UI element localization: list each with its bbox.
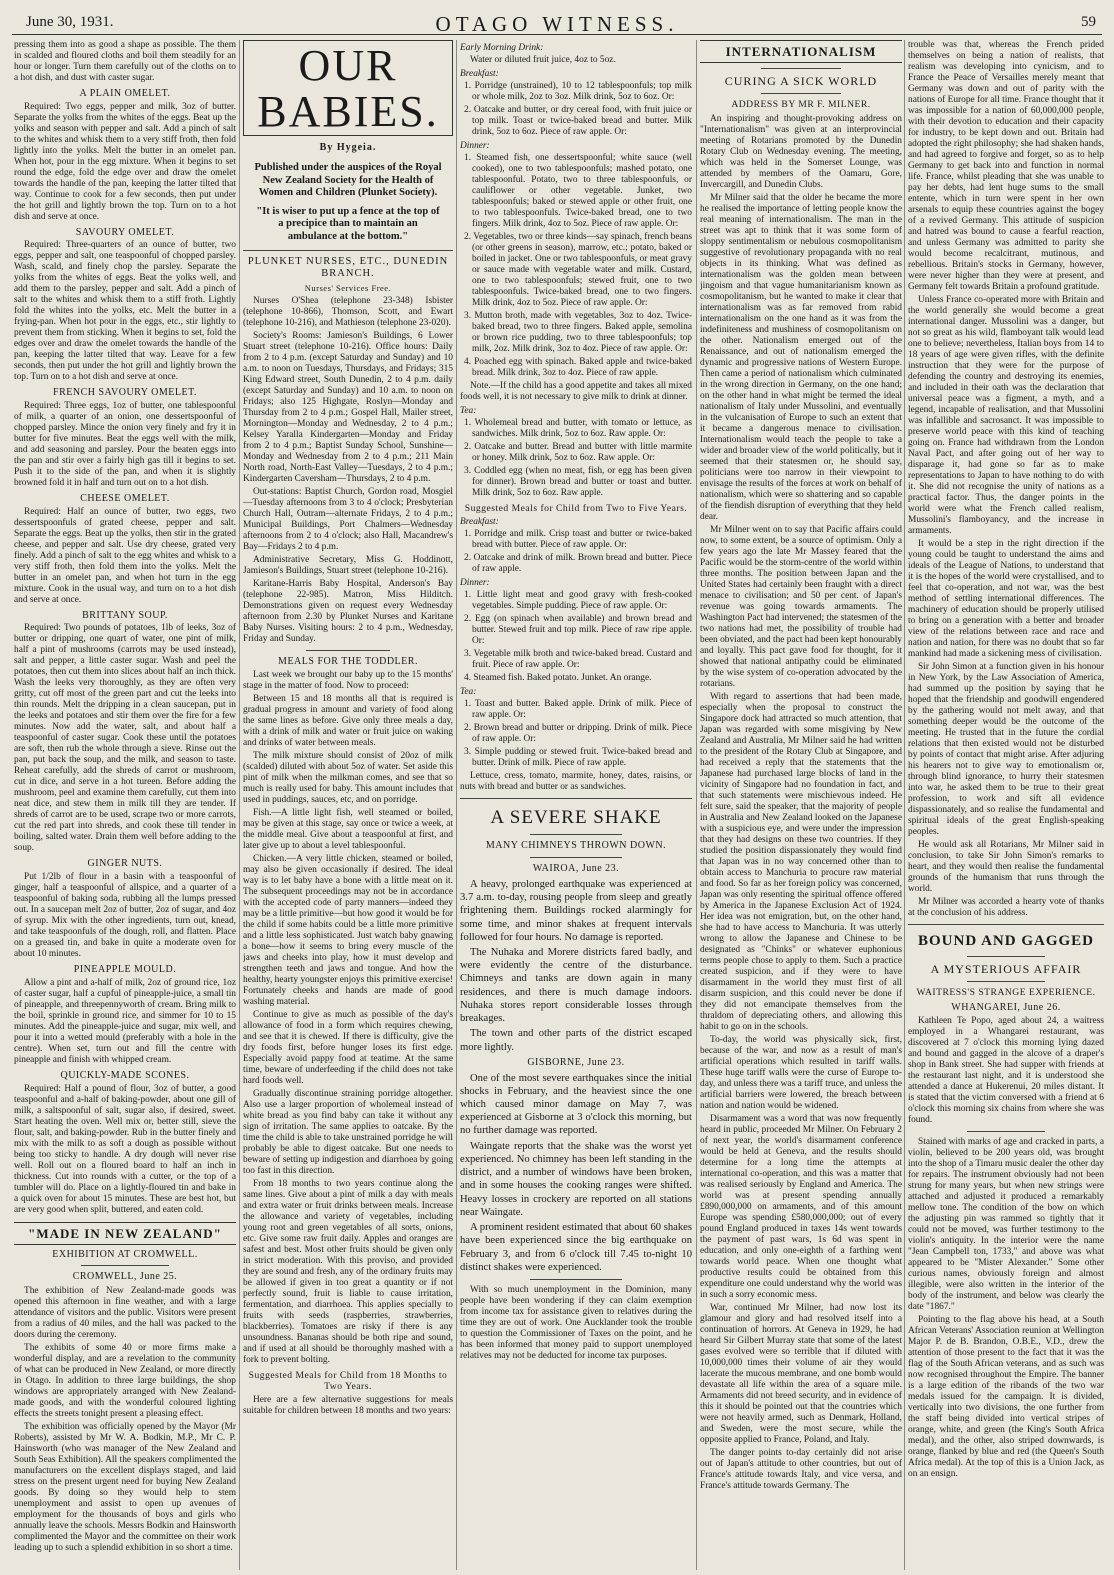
heading-made-in-nz: "MADE IN NEW ZEALAND" <box>14 1222 236 1245</box>
divider <box>530 1279 623 1280</box>
heading-plain-omelet: A PLAIN OMELET. <box>79 88 171 99</box>
dateline-wairoa: WAIROA, June 23. <box>532 863 620 875</box>
heading-meals-toddler: MEALS FOR THE TODDLER. <box>278 656 418 668</box>
meal-item: 3. Coddled egg (when no meat, fish, or egg has been given for dinner). Brown bread and butter or toast and butter. Milk drink, 5oz to 6oz. Raw apple. <box>464 466 692 498</box>
divider <box>908 924 1104 925</box>
admin-secretary: Administrative Secretary, Miss G. Hoddinott, Jamieson's Buildings, Stuart street (telephone 10-216). <box>243 555 453 577</box>
article-paragraph: The milk mixture should consist of 20oz of milk (scalded) diluted with about 5oz of water. Set aside this pint of milk when the milkman comes, and see that so much is really used for baby. This amount includes that used in puddings, sauces, etc, and on porridge. <box>243 750 453 805</box>
heading-suggested-meals-2-5: Suggested Meals for Child from Two to Five Years. <box>464 503 688 514</box>
meal-item: 1. Little light meat and good gravy with fresh-cooked vegetables. Simple pudding. Piece of raw apple. Or: <box>464 590 692 612</box>
byline: By Hygeia. <box>319 142 377 154</box>
heading-severe-shake: A SEVERE SHAKE <box>490 807 662 829</box>
label-tea: Tea: <box>460 406 477 416</box>
subheading-nurses-free: Nurses' Services Free. <box>304 283 392 294</box>
heading-cheese-omelet: CHEESE OMELET. <box>80 493 170 505</box>
meal-item: 4. Poached egg with spinach. Baked apple and twice-baked bread. Milk drink, 3oz to 4oz. Piece of raw apple. <box>464 357 692 378</box>
article-paragraph: To-day, the world was physically sick, first, because of the war, and now as a result of man's artificial operations which resulted in tariff walls. These huge tariff walls were the curse of Europe to-day, and unless there was a tariff truce, and unless the artificial barriers were lowered, the breach between nation and nation would be widened. <box>700 1035 902 1112</box>
recipe-ginger-nuts: Put 1/2lb of flour in a basin with a teaspoonful of ginger, half a teaspoonful of allspice, and a quarter of a teaspoonful of baking soda, rubbing all the lumps pressed out. In a saucepan melt 2oz of butter, 2oz of sugar, and 4oz of syrup. Mix with the other ingredients, turn out, knead, and take teaspoonfuls of the dough, roll, and flatten. Place on a greased tin, and bake in quite a moderate oven for about 10 minutes. <box>14 872 236 960</box>
article-paragraph: The danger points to-day certainly did not arise out of Japan's attitude to other countries, but out of France's attitude towards Italy, and vice versa, and France's attitude towards Germany. The <box>700 1448 902 1492</box>
article-paragraph: Waingate reports that the shake was the worst yet experienced. No chimney has been left standing in the district, and a number of windows have been broken, and in some houses the cooking ranges were shifted. Heavy losses in crockery are reported on all stations near Waingate. <box>460 1140 692 1218</box>
divider <box>967 981 1045 982</box>
label-tea: Tea: <box>460 687 477 698</box>
heading-internationalism: INTERNATIONALISM <box>700 40 902 63</box>
meal-item: 2. Brown bread and butter or dripping. Drink of milk. Piece of raw apple. Or: <box>464 723 692 745</box>
divider <box>243 250 453 251</box>
article-paragraph: It would be a step in the right direction if the young could be taught to understand the aims and ideals of the League of Nations, to understand that it is the hopes of the world were crystallised, and to feel that co-operation, and not war, was the best method of settling international differences. The machinery of education should be properly utilised to bring on a generation with a better and broader view of the relations between race and race and nation and nation, for there was no doubt that so far mankind had made a sickening mess of civilisation. <box>908 539 1104 659</box>
label-early-morning: Early Morning Drink: <box>460 43 544 53</box>
meal-item: 2. Egg (on spinach when available) and brown bread and butter. Stewed fruit and top milk. Piece of raw ripe apple. Or: <box>464 614 692 647</box>
column-continued <box>908 40 1104 1570</box>
subheading-address: ADDRESS BY MR F. MILNER. <box>731 99 871 111</box>
label-breakfast: Breakfast: <box>460 69 499 79</box>
dateline-whangarei: WHANGAREI, June 26. <box>951 1001 1061 1013</box>
article-paragraph: Between 15 and 18 months all that is required is gradual progress in amount and variety of food along the same lines as before. Give only three meals a day, with a drink of milk and water or fruit juice on waking and drinks of water between meals. <box>243 693 453 748</box>
recipe-plain-omelet: Required: Two eggs, pepper and milk, 3oz of butter. Separate the yolks from the whites of the eggs. Beat up the yolks and season with pepper and salt. Add a pinch of salt to the whites and whisk them to a very stiff froth, then fold lightly into the yolks. Melt the butter in an omelet pan. When hot, pour in the egg mixture. When it begins to set round the edge, fold the edge over and draw the omelet towards the handle of the pan, keeping the latter tilted that way. Continue to cook for a few seconds, then put under the hot grill and lightly brown the top. Turn on to a hot dish and serve at once. <box>14 101 236 222</box>
heading-our-babies: OUR BABIES. <box>243 40 453 136</box>
column-meal-plans <box>460 40 692 1570</box>
meal-item: 1. Porridge (unstrained), 10 to 12 tablespoonfuls; top milk or whole milk, 2oz to 3oz. Milk drink, 5oz to 6oz. Or: <box>464 81 692 102</box>
column-recipes <box>14 40 236 1570</box>
label-breakfast: Breakfast: <box>460 517 499 528</box>
article-paragraph: A prominent resident estimated that about 60 shakes have been experienced since the big earthquake on February 3, and from 6 o'clock till 7.45 to-night 10 distinct shakes were experienced. <box>460 1222 692 1273</box>
divider <box>967 956 1045 957</box>
article-paragraph: Gradually discontinue straining porridge altogether. Also use a larger proportion of wholemeal instead of white bread as you find baby can take it without any sign of irritation. The same applies to oatcake. By the time the child is able to take unstrained porridge he will probably be able to digest oatcake. But one needs to beware of setting up indigestion and diarrhoea by going too fast in this direction. <box>243 1088 453 1176</box>
subheading-sick-world: CURING A SICK WORLD <box>724 74 878 89</box>
meal-item: 1. Wholemeal bread and butter, with tomato or lettuce, as sandwiches. Milk drink, 5oz to 6oz. Raw apple. Or: <box>464 418 692 439</box>
article-paragraph: Mr Milner was accorded a hearty vote of thanks at the conclusion of his address. <box>908 897 1104 918</box>
meal-item: 1. Steamed fish, one dessertspoonful; white sauce (well cooked), one to two tablespoonfuls; mashed potato, one tablespoonful. Potato, two to three tablespoonfuls, or cauliflower or other vegetable. Junket, two tablespoonfuls; baked or stewed apple or other fruit, one to two tablespoonfuls. Twice-baked bread, one to two fingers. Milk drink, 4oz to 5oz. Piece of raw apple. Or: <box>464 153 692 229</box>
article-paragraph: With so much unemployment in the Dominion, many people have been wondering if they can claim exemption from income tax for assistance given to relatives during the time they are out of work. One Aucklander took the trouble to question the Commissioner of Taxes on the point, and he has been informed that money paid to support unemployed relatives may not be deducted for income tax purposes. <box>460 1285 692 1362</box>
article-paragraph: trouble was that, whereas the French prided themselves on being a nation of realists, that realism was developing into cynicism, and to France the Peace of Versailles merely meant that Germany was down and out of parity with the nations of Europe for all time. France thought that it was impossible for a nation of 60,000,000 people, with their devotion to education and their capacity for industry, to be kept down and out. Britain had adopted the right philosophy; she had shaken hands, and had agreed to forgive and forget, so as to help Germany to get back into and function in normal life. France, whilst pleading that she was unable to pay her debts, had lent huge sums to the small entente, which in turn were spent in her own arsenals to equip these countries against the bogey of a revived Germany. This attitude of suspicion and hatred was bound to cause a fearful reaction, and unless Germany was admitted to parity she would become recalcitrant, mutinous, and rebellious. Britain's stocks in Germany, however, were never higher than they were at present, and Germany felt towards Britain a profound gratitude. <box>908 40 1104 292</box>
column-our-babies <box>243 40 453 1570</box>
recipe-pineapple-mould: Allow a pint and a-half of milk, 2oz of ground rice, 1oz of caster sugar, half a cupful of pineapple-juice, a small tin of pineapple, and threepennyworth of cream. Bring milk to the boil, sprinkle in ground rice, and simmer for 10 to 15 minutes. Add the pineapple-juice and sugar, mix well, and pour it into a wetted mould (preferably with a hole in the centre). When set, turn out and fill the centre with pineapple and finish with whipped cream. <box>14 977 236 1065</box>
heading-french-omelet: FRENCH SAVOURY OMELET. <box>53 387 197 399</box>
meal-item: 1. Porridge and milk. Crisp toast and butter or twice-baked bread with butter. Piece of raw apple. Or: <box>464 529 692 551</box>
meal-early-morning: Water or diluted fruit juice, 4oz to 5oz. <box>470 55 616 65</box>
meal-item: 3. Simple pudding or stewed fruit. Twice-baked bread and butter. Drink of milk. Piece of raw apple. <box>464 747 692 769</box>
divider <box>761 68 842 69</box>
recipe-scones: Required: Half a pound of flour, 3oz of butter, a good teaspoonful and a-half of baking-powder, about one gill of milk, a saltspoonful of salt, sugar also, if desired, sweet. Start heating the oven. Well mix or, better still, sieve the flour, salt, and baking-powder. Rub in the butter finely and mix with the milk to as soft a dough as possible without being too sticky to handle. A dry dough will never rise well. Roll out on a floured board to half an inch in thickness. Cut into rounds with a cutter, or the top of a tumbler will do. Place on a lightly-floured tin and bake in a quick oven for about 15 minutes. These are best hot, but are very good when split, buttered, and eaten cold. <box>14 1083 236 1215</box>
heading-brittany-soup: BRITTANY SOUP. <box>82 609 168 621</box>
meal-item: 1. Toast and butter. Baked apple. Drink of milk. Piece of raw apple. Or: <box>464 699 692 721</box>
divider <box>530 857 623 858</box>
article-paragraph: A heavy, prolonged earthquake was experienced at 3.7 a.m. to-day, rousing people from sleep and greatly frightening them. Buildings rocked alarmingly for some time, and minor shakes at frequent intervals followed for four hours. No damage is reported. <box>460 878 692 943</box>
meal-item: 3. Vegetable milk broth and twice-baked bread. Custard and fruit. Piece of raw apple. Or: <box>464 649 692 671</box>
subheading-mysterious-affair: A MYSTERIOUS AFFAIR <box>930 961 1082 976</box>
divider <box>761 93 842 94</box>
heading-plunket-nurses: PLUNKET NURSES, ETC., DUNEDIN BRANCH. <box>247 255 449 279</box>
dateline-cromwell: CROMWELL, June 25. <box>72 1271 178 1283</box>
article-paragraph: The exhibits of some 40 or more firms make a wonderful display, and are a revelation to the community of what can be produced in New Zealand, or more directly in Otago. In addition to three large buildings, the shop windows are appropriately arranged with New Zealand-made goods, and with the wonderful coloured lighting effects the streets tonight present a pleasing effect. <box>14 1343 236 1420</box>
article-paragraph: Kathleen Te Popo, aged about 24, a waitress employed in a Whangarei restaurant, was discovered at 7 o'clock this morning lying dazed and bound and gagged in the alcove of a draper's shop in Bank street. She had supper with friends at the restaurant last night, and it is understood she attended a dance at Hukerenui, 20 miles distant. It is stated that the victim conversed with a friend at 6 o'clock this morning six chains from where she was found. <box>908 1016 1104 1126</box>
recipe-brittany-soup: Required: Two pounds of potatoes, 1lb of leeks, 3oz of butter or dripping, one quart of water, one pint of milk, half a pint of mushrooms (carrots may be used instead), salt and pepper, a little caster sugar. Wash and peel the potatoes, then cut them into slices about half an inch thick. Wash the leeks very thoroughly, as they are often very gritty, cut off most of the green part and cut the leeks into thin rounds. Melt the dripping in a clean saucepan, put in the leeks and potatoes and stir them over the fire for a few minutes. Now add the water, salt, and about half a teaspoonful of caster sugar. Cook these until the potatoes are soft, then rub the whole through a sieve. Rinse out the pan, put back the soup, and the milk, and season to taste. Reheat carefully, add the shreds of carrot or mushroom, cut in dice, and serve in a hot tureen. Before adding the mushroom, peel and examine them carefully, cut them into neat dice, and stew them in milk till they are tender. If shreds of carrot are to be used, scrape two or more carrots, cut the red part into shreds, and cook these till tender in boiling, salted water. Drain them well before adding to the soup. <box>14 623 236 854</box>
article-paragraph: The exhibition of New Zealand-made goods was opened this afternoon in fine weather, and with a large attendance of visitors and the public. Visitors were present from a radius of 40 miles, and the hall was packed to the doors during the ceremony. <box>14 1286 236 1341</box>
article-paragraph: Here are a few alternative suggestions for meals suitable for children between 18 months and two years: <box>243 1395 453 1417</box>
divider <box>306 650 390 651</box>
karitane-hospital: Karitane-Harris Baby Hospital, Anderson's Bay (telephone 22-985). Matron, Miss Hilditch. Demonstrations given on request every Wednesday afternoon from 2.30 by Plunket Nurses and Karitane Baby Nurses. Visiting hours: 2 to 4 p.m., Wednesday, Friday and Sunday. <box>243 579 453 645</box>
meal-item: 2. Oatcake and butter, or dry cereal food, with fruit juice or top milk. Toast or twice-baked bread and butter. Milk drink, 5oz to 6oz. Piece of raw apple. Or: <box>464 105 692 137</box>
page-number: 59 <box>1081 14 1096 30</box>
column-rule <box>456 40 457 1570</box>
meal-note: Note.—If the child has a good appetite and takes all mixed foods well, it is not necessary to give milk to drink at dinner. <box>460 381 692 402</box>
issue-date: June 30, 1931. <box>26 14 114 30</box>
subheading-waitress: WAITRESS'S STRANGE EXPERIENCE. <box>916 986 1096 998</box>
heading-pineapple-mould: PINEAPPLE MOULD. <box>73 964 177 976</box>
label-dinner: Dinner: <box>460 578 490 589</box>
article-paragraph: He would ask all Rotarians, Mr Milner said in conclusion, to take Sir John Simon's remarks to heart, and they would then realise the fundamental grounds of the humanism that runs through the world. <box>908 840 1104 894</box>
article-paragraph: Unless France co-operated more with Britain and the world generally she would become a great international danger. Mussolini was a danger, but not so great as his wild, flamboyant talk would lead one to believe; nevertheless, Italian boys from 14 to 18 years of age were given rifles, with the definite instruction that they were for the purpose of defending the country and destroying its enemies, and included in their oath was the declaration that universal peace was a figment, a myth, and a legend, incapable of realisation, and that Mussolini was infallible and sacrosanct. It was impossible to preserve world peace with this kind of teaching going on. France had withdrawn from the London Naval Pact, and after going out of her way to disparage it, had gone so far as to make representations to Japan to have nothing to do with it. She did not recognise the unity of nations as a practical factor. Thus, the danger points in the world were what the French called realism, Mussolini's flamboyancy, and the increase in armaments. <box>908 295 1104 536</box>
divider <box>530 834 623 835</box>
label-dinner: Dinner: <box>460 141 490 151</box>
meal-note: Lettuce, cress, tomato, marmite, honey, dates, raisins, or nuts with bread and butter or as sandwiches. <box>460 771 692 793</box>
divider <box>967 1131 1045 1132</box>
article-paragraph: One of the most severe earthquakes since the initial shocks in February, and the heaviest since the one which caused minor damage on May 7, was experienced at Gisborne at 3 o'clock this morning, but no further damage was reported. <box>460 1072 692 1137</box>
column-internationalism <box>700 40 902 1570</box>
heading-scones: QUICKLY-MADE SCONES. <box>60 1069 190 1081</box>
article-paragraph: Stained with marks of age and cracked in parts, a violin, believed to be 200 years old, was brought into the shop of a Timaru music dealer the other day for repairs. The instrument obviously had not been strung for many years, but when new strings were attached and adjusted it produced a remarkably mellow tone. The condition of the bow on which the adjusting pin was rammed so tightly that it could not be moved, was further testimony to the violin's antiquity. In the interior were the name "Jean Campbell ton, 1733," and above was what appeared to be "Mister Alexander." Some other curious names, obviously foreign and almost illegible, were also written in the interior of the body of the instrument, and below was clearly the date "1867." <box>908 1137 1104 1313</box>
meal-item: 2. Vegetables, two or three kinds—say spinach, french beans (or other greens in season), marrow, etc.; potato, baked or boiled in jacket. One or two tablespoonfuls, or meat gravy or sauce made with vegetable water and milk. Custard, one to two tablespoonfuls; stewed fruit, one to two tablespoonfuls. Twice-baked bread, one to two fingers. Milk drink, 4oz to 5oz. Piece of raw apple. Or: <box>464 232 692 308</box>
heading-savoury-omelet: SAVOURY OMELET. <box>75 226 175 238</box>
meal-item: 3. Mutton broth, made with vegetables, 3oz to 4oz. Twice-baked bread, two to three fingers. Baked apple, semolina or brown rice pudding, two to three tablespoonfuls; top milk, 2oz. Milk drink, 3oz to 4oz. Piece of raw apple. Or: <box>464 311 692 354</box>
article-paragraph: War, continued Mr Milner, had now lost its glamour and glory and had resolved itself into a continuation of horrors. At Geneva in 1929, he had heard Sir Gilbert Murray state that some of the latest gases evolved were so terrible that if diluted with 10,000,000 times their volume of air they would lacerate the mucous membrane, and one bomb would devastate all life within the area of a square mile. Armaments did not breed security, and in evidence of this it should be pointed out that the countries which were not heavily armed, such as Denmark, Holland, and Sweden, were the most secure, while the opposite applied to France, Poland, and Italy. <box>700 1303 902 1446</box>
article-paragraph: From 18 months to two years continue along the same lines. Give about a pint of milk a day with meals and extra water or fruit drinks between meals. Increase the allowance and variety of vegetables, including young root and green vegetables of all sorts, onions, etc. Give some raw fruit daily. Apples and oranges are safest and best. Most other fruits should be given only in strict moderation. With this proviso, and provided they are sound and fresh, any of the ordinary fruits may be allowed if given in too great a quantity or if not perfectly sound, fruit is liable to cause irritation, fermentation, and diarrhoea. This applies specially to fruits with seeds (raspberries, strawberries, blackberries). Tomatoes are risky if there is any unsoundness. Bananas should be both ripe and sound, and if used at all should be thoroughly mashed with a fork to prevent bolting. <box>243 1178 453 1365</box>
society-rooms: Society's Rooms: Jamieson's Buildings, 6 Lower Stuart street (telephone 10-216). Office hours: Daily from 2 to 4 p.m. (except Saturday and Sunday) and 10 a.m. to noon on Tuesdays, Thursdays, and Fridays; 315 King Edward street, South Dunedin, 2 to 4 p.m. daily (except Saturday and Sunday) and 10 a.m. to noon on Fridays; also 125 Highgate, Roslyn—Monday and Thursday from 2 to 4 p.m.; Gospel Hall, Mailer street, Mornington—Monday and Wednesday, 2 to 4 p.m.; Kelsey Yaralla Kindergarten—Monday and Friday from 2 to 4 p.m.; Baptist Sunday School, Sunshine—Monday and Wednesday from 2 to 4 p.m.; 211 Main North road, North-East Valley—Tuesdays, 2 to 4 p.m.; Kindergarten Caversham—Thursdays, 2 to 4 p.m. <box>243 331 453 485</box>
article-paragraph: Chicken.—A very little chicken, steamed or boiled, may also be given occasionally if desired. The ideal way is to let baby have a bone with a little meat on it. The subsequent proceedings may not be in accordance with the accepted code of party manners—indeed they may be a little primitive—but how good it would be for the child if some habits could be a little more primitive and a little less sophisticated. Just watch baby gnawing a bone—how it seems to bring every muscle of the jaws and cheeks into play, how it must develop and strengthen teeth and jaws and tongue. And how the healthy, hearty youngster enjoys this primitive exercise! Fortunately cheeks and hands are made of good washing material. <box>243 853 453 1007</box>
article-paragraph: Mr Milner said that the older he became the more he realised the importance of letting people know the real meaning of internationalism. The man in the street was apt to think that it was some form of sloppy sentimentalism or nebulous cosmopolitanism suggestive of revolutionary propaganda with no real objects in its thinking. What was defined as internationalism was the golden mean between jingoism and that vague humanitarianism known as cosmopolitanism, but he wanted to make it clear that internationalism was as far removed from rabid internationalism on the one hand as it was from the indefiniteness and mushiness of cosmopolitanism on the other. Nationalism emerged out of the Renaissance, and out of nationalism emerged the dynamic and progressive nations of Western Europe. Then came a period of nationalism which culminated in the wrong direction in Germany, on the one hand; on the other hand in what might be termed the ideal nationalism of Italy under Mussolini, and eventually in the vulcanisation of Europe to such an extent that it became a dangerous menace to civilisation. Internationalism would teach the people to take a wider and broader view of the world politically, but it seemed that their statesmen or, he should say, politicians were too narrow in their viewpoint to envisage the results of the forces at work on behalf of nationalism, which were so shattering and so capable of the fiendish disruption of everything that they held dear. <box>700 193 902 523</box>
meal-item: 2. Oatcake and drink of milk. Brown bread and butter. Piece of raw apple. <box>464 553 692 575</box>
recipe-cheese-omelet: Required: Half an ounce of butter, two eggs, two dessertspoonfuls of grated cheese, pepper and salt. Separate the eggs. Beat up the yolks, then stir in the grated cheese, and pepper and salt. Use dry cheese, grated very finely. Add a pinch of salt to the egg whites and whisk to a very stiff froth, then fold them into the yolks. Melt the butter in an omelet pan, and when hot turn in the egg mixture. Cook in the usual way, and turn on to a hot dish and serve at once. <box>14 506 236 605</box>
article-paragraph: An inspiring and thought-provoking address on "Internationalism" was given at an interprovincial meeting of Rotarians promoted by the Dunedin Rotary Club on Wednesday evening. The meeting, which was held in the Somerset Lounge, was attended by members of the Oamaru, Gore, Invercargill, and Dunedin Clubs. <box>700 114 902 191</box>
meal-item: 4. Steamed fish. Baked potato. Junket. An orange. <box>464 673 652 684</box>
plunket-notice: Published under the auspices of the Royal New Zealand Society for the Health of Women and Children (Plunket Society). <box>254 162 442 199</box>
column-rule <box>696 40 697 1570</box>
heading-ginger-nuts: GINGER NUTS. <box>87 858 163 870</box>
article-paragraph: The exhibition was officially opened by the Mayor (Mr Roberts), assisted by Mr W. A. Bodkin, M.P., Mr C. P. Hainsworth (who was manager of the New Zealand and South Seas Exhibition). All the speakers complimented the manufacturers on the excellent displays staged, and laid stress on the present urgent need for buying New Zealand goods. By doing so they would help to stem unemployment and assist to open up avenues of employment for the thousands of boys and girls who annually leave the schools. Messrs Bodkin and Hainsworth complimented the Mayor and the committee on their work leading up to such a splendid exhibition in so short a time. <box>14 1422 236 1554</box>
article-paragraph: Mr Milner went on to say that Pacific affairs could now, to some extent, be a source of optimism. Only a few years ago the late Mr Massey feared that the Pacific would be the storm-centre of the world within three months. The position between Japan and the United States had certainly been fraught with a direct menace to civilisation; and 50 per cent. of Japan's revenue was going towards armaments. The Washington Pact had intervened; the statesmen of the two nations had met, the possibility of trouble had been obviated, and the pact had been kept honourably and loyally. This pact gave food for thought, for it showed that national antipathy could be eliminated by the wise system of co-operation advocated by the rotarians. <box>700 525 902 690</box>
column-rule <box>904 40 905 1570</box>
divider <box>460 798 692 799</box>
recipe-intro: pressing them into as good a shape as possible. The them in scalded and floured cloths and boil them steadily for an hour or longer. Turn them carefully out of the cloths on to a hot dish, and dust with caster sugar. <box>14 40 236 83</box>
subheading-chimneys: MANY CHIMNEYS THROWN DOWN. <box>485 840 667 852</box>
nurses-list: Nurses O'Shea (telephone 23-348) Isbister (telephone 10-866), Thomson, Scott, and Ewart (telephone 10-216), and Mathieson (telephone 23-020). <box>243 296 453 329</box>
article-paragraph: Fish.—A little light fish, well steamed or boiled, may be given at this stage, say once or twice a week, at the middle meal. Give about a teaspoonful at first, and later give up to about a level tablespoonful. <box>243 807 453 851</box>
article-paragraph: With regard to assertions that had been made, especially when the proposal to construct the Singapore dock had attracted so much attention, that Japan was regarded with some misgiving by New Zealand and Australia, Mr Milner said he had written to the president of the Rotary Club at Singapore, and had received a reply that the statements that the Japanese had purchased large blocks of land in the vicinity of Singapore had no foundation in fact, and that such statements were mischievous indeed. He felt sure, said the speaker, that the majority of people in Australia and New Zealand looked on the Japanese with a suspicious eye, and were under the impression that they had designs on these two countries. If they studied the position dispassionately they would find that Japan was in no way concerned other than to obtain access to Manchuria to procure raw material and food. So far as her foreign policy was concerned, Japan was only resenting the spiritual offence offered by America in the Japanese Exclusion Act of 1924. Her idea was not emigration, but, on the other hand, she had to have access to Manchuria. It was utterly wrong to allow the Japanese and Chinese to be designated as "Chinks" or whatever euphonious terms people chose to apply to them. Such a practice created suspicion, and if they were to have disarmament in the world they must first of all disarm suspicion, and this could never be done if they did not emancipate themselves from the thraldom of depreciating others, and allowing this habit to go on in the schools. <box>700 692 902 1033</box>
heading-bound-gagged: BOUND AND GAGGED <box>917 933 1094 949</box>
article-paragraph: The town and other parts of the district escaped more lightly. <box>460 1028 692 1053</box>
dateline-gisborne: GISBORNE, June 23. <box>527 1056 625 1068</box>
divider <box>81 1265 170 1266</box>
article-paragraph: The Nuhaka and Morere districts fared badly, and were evidently the centre of the disturbance. Chimneys and tanks are down again in many residences, and there is much damage indoors. Nuhaka stores report considerable losses through breakages. <box>460 946 692 1025</box>
article-paragraph: Disarmament was a word that was now frequently heard in public, proceeded Mr Milner. On February 2 of next year, the world's disarmament conference would be held at Geneva, and the results should determine for a long time the attempts at international co-operation, and this was a matter that was realised seriously by England and America. The world was at present spending annually £890,000,000 on armaments, and of this amount Europe was spending £580,000,000; out of every pound England produced in taxes 14s went towards the payment of past wars, 1s 6d was spent in education, and only one-eighth of a farthing went towards world peace. When one thought what productive results could be obtained from this expenditure one could understand why the world was in such a sorry economic mess. <box>700 1114 902 1301</box>
subheading-exhibition: EXHIBITION AT CROMWELL. <box>52 1248 198 1260</box>
article-paragraph: Pointing to the flag above his head, at a South African Veterans' Association reunion at Wellington Major P. de B. Brandon, O.B.E., V.D., drew the attention of those present to the fact that it was the flag of the South African veterans, and as such was now recognised throughout the Empire. The banner is a large edition of the ribands of the two war medals issued for the campaign. It is divided, vertically into two divisions, the one further from the staff being divided into vertical stripes of orange, white, and green (the King's South Africa medal), and the other, also striped downwards, is orange, flanked by blue and red (the Queen's South Africa medal). At the top of this is a Union Jack, as on an ensign. <box>908 1315 1104 1480</box>
out-stations: Out-stations: Baptist Church, Gordon road, Mosgiel—Tuesday afternoons from 3 to 4 o'clock; Presbyterian Church Hall, Outram—alternate Fridays, 2 to 4 p.m.; Municipal Buildings, Port Chalmers—Wednesday afternoons from 2 to 4 o'clock; also Hall, Macandrew's Bay—Fridays 2 to 4 p.m. <box>243 487 453 553</box>
meal-item: 2. Oatcake and butter. Bread and butter with little marmite or honey. Milk drink, 5oz to 6oz. Raw apple. Or: <box>464 442 692 463</box>
plunket-motto: "It is wiser to put up a fence at the top of a precipice than to maintain an ambulance at the bottom." <box>256 205 440 243</box>
newspaper-title: OTAGO WITNESS. <box>435 12 679 36</box>
recipe-french-omelet: Required: Three eggs, 1oz of butter, one tablespoonful of milk, a quarter of an onion, one dessertspoonful of chopped parsley. Mince the onion very finely and fry it in butter for five minutes. Beat the eggs well with the milk, and add seasoning and parsley. Pour the beaten eggs into the pan and stir over a fairly high gas till it begins to set. Push it to the side of the pan, and when it is slightly browned fold it in half and turn out on to a hot dish. <box>14 401 236 489</box>
recipe-savoury-omelet: Required: Three-quarters of an ounce of butter, two eggs, pepper and salt, one teaspoonful of chopped parsley. Wash, scald, and finely chop the parsley. Separate the yolks from the whites of eggs. Beat the yolks well, and add them to the parsley, pepper and salt. Add a pinch of salt to the whites and whisk them to a stiff froth. Lightly fold the whites into the yolks, etc. Melt the butter in a frying-pan. When hot pour in the eggs, etc., stir lightly to prevent them from sticking. When it begins to set, fold the edges over and draw the omelet towards the handle of the pan, keeping the latter tilted that way. Leave for a few seconds, then put under the hot grill and lightly brown the top. Turn on to a hot dish and serve at once. <box>14 240 236 383</box>
article-paragraph: Sir John Simon at a function given in his honour in New York, by the Law Association of America, had summed up the position by saying that he hoped that the friendship and goodwill engendered by the gathering would not melt away, and that something deeper would be the outcome of the meeting. He trusted that in the future the cordial relations that then existed would not be disturbed by points of contact that might arise. After adjuring his hearers not to give way to emotionalism or, through blind ignorance, to hurry their statesmen into war, he asked them to be true to their great profession, to work and sift all evidence dispassionately, and so realise the fundamental and spiritual ideals of the great English-speaking peoples. <box>908 662 1104 837</box>
column-rule <box>239 40 240 1570</box>
article-paragraph: Continue to give as much as possible of the day's allowance of food in a form which requires chewing, and see that it is chewed. If there is difficulty, give the dry foods first, before hunger loses its first edge. Especially avoid pappy food at teatime. At the same time, beware of underfeeding if the child does not take hard foods well. <box>243 1009 453 1086</box>
heading-suggested-meals: Suggested Meals for Child from 18 Months to Two Years. <box>248 1369 448 1393</box>
masthead <box>12 6 1102 35</box>
article-paragraph: Last week we brought our baby up to the 15 months' stage in the matter of food. Now to proceed: <box>243 669 453 691</box>
